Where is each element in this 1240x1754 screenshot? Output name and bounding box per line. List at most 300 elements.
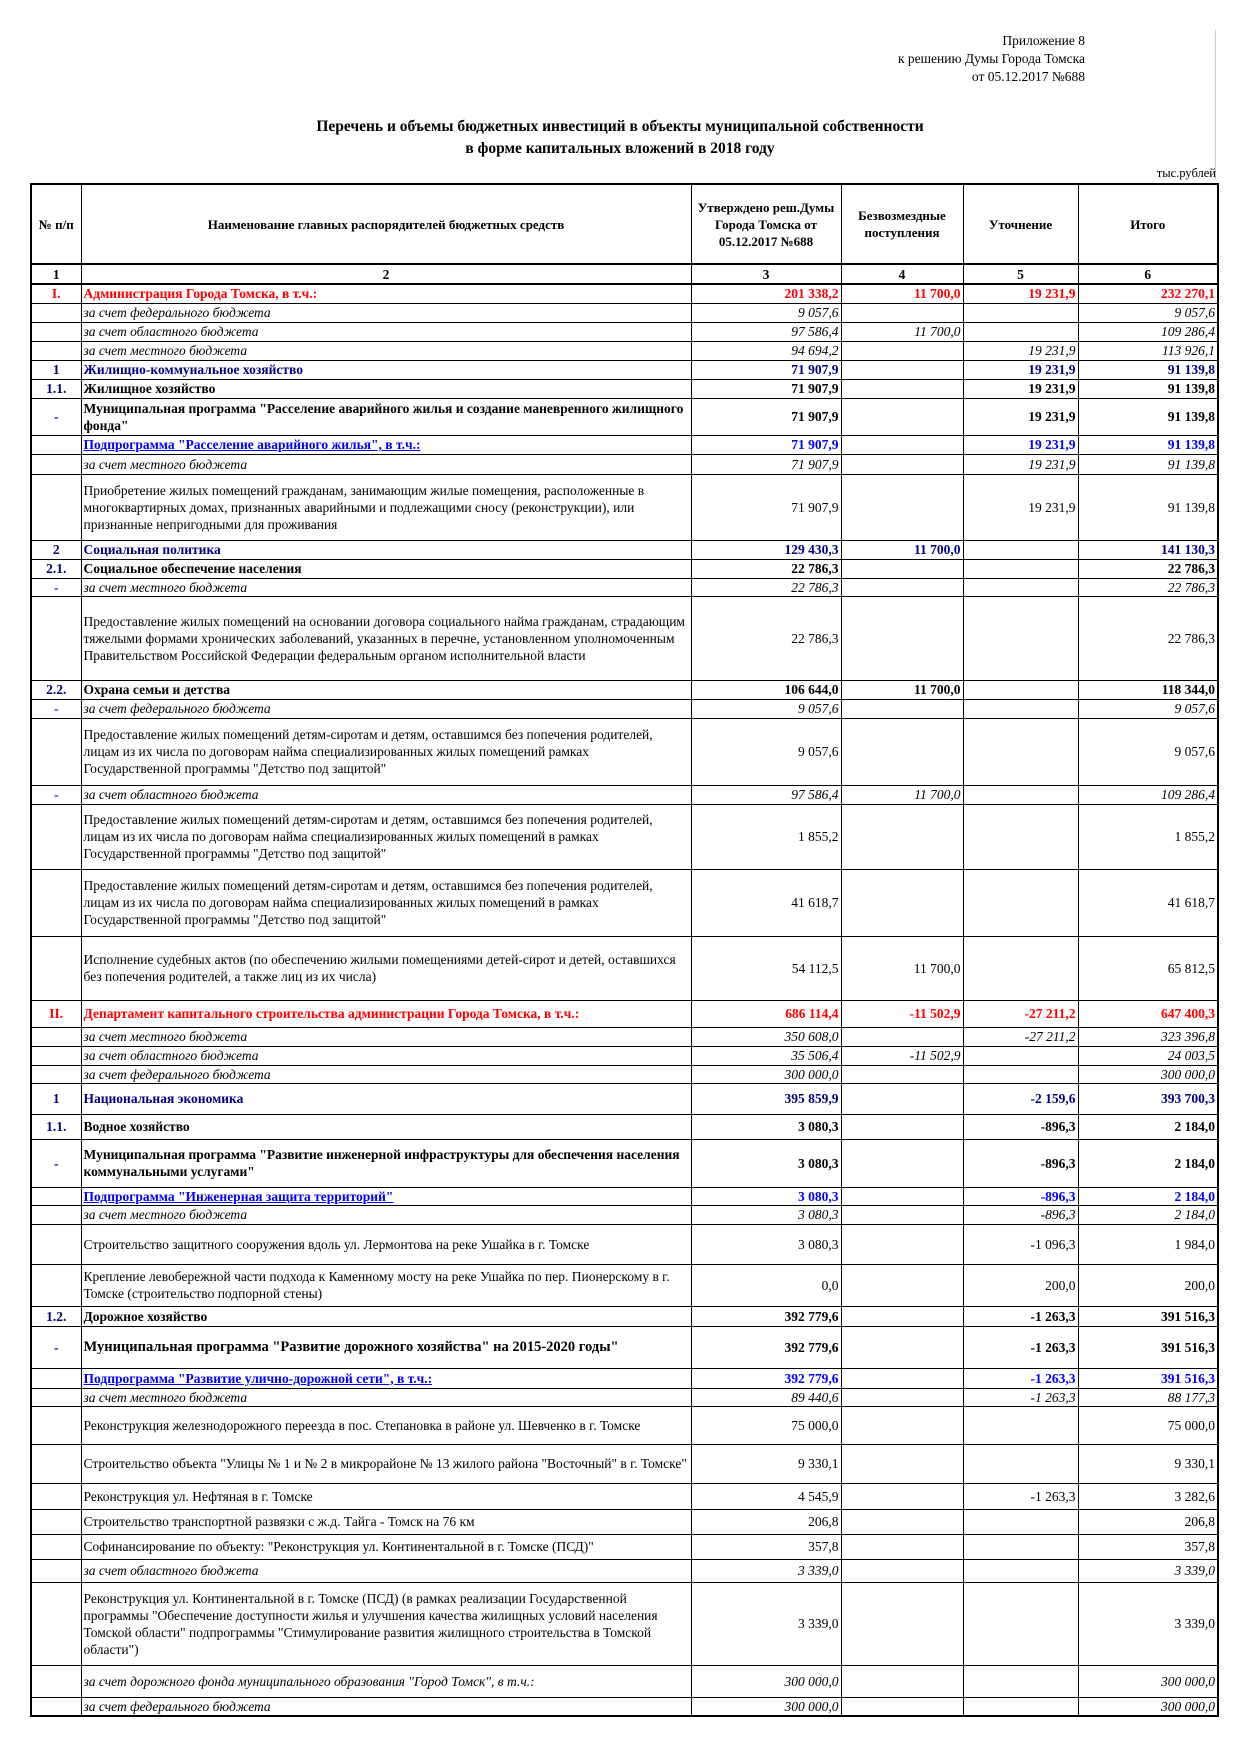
row-number [31,718,81,785]
table-row [31,1306,1218,1326]
row-grants [841,1114,963,1139]
row-approved: 54 112,5 [691,936,841,1000]
row-number [31,1534,81,1559]
row-adjustment: 200,0 [963,1264,1078,1306]
table-row [31,699,1218,718]
row-grants: 11 700,0 [841,322,963,341]
row-total: 9 057,6 [1078,303,1218,322]
row-adjustment [963,804,1078,869]
row-name: Муниципальная программа "Развитие дорожного хозяйства" на 2015-2020 годы" [81,1326,691,1368]
row-approved: 3 080,3 [691,1139,841,1187]
row-name: Исполнение судебных актов (по обеспечению жилыми помещениями детей-сирот и детей, оставшихся без попечения родителей, а также лиц из их числа) [81,936,691,1000]
row-total: 91 139,8 [1078,398,1218,435]
row-name: Водное хозяйство [81,1114,691,1139]
table-row [31,398,1218,435]
row-adjustment [963,1697,1078,1716]
row-approved: 1 855,2 [691,804,841,869]
column-number: 5 [963,264,1078,284]
row-adjustment: 19 231,9 [963,284,1078,303]
row-number [31,1388,81,1406]
table-row [31,1509,1218,1534]
row-adjustment [963,1559,1078,1582]
row-approved: 71 907,9 [691,454,841,474]
row-name: за счет местного бюджета [81,578,691,596]
row-number: - [31,699,81,718]
row-total: 391 516,3 [1078,1368,1218,1388]
row-approved: 357,8 [691,1534,841,1559]
investment-table [30,183,1219,1717]
table-row [31,1065,1218,1083]
row-approved: 71 907,9 [691,360,841,379]
row-adjustment [963,596,1078,680]
table-row [31,1665,1218,1697]
row-approved: 3 339,0 [691,1582,841,1665]
row-total: 3 282,6 [1078,1483,1218,1509]
column-number: 3 [691,264,841,284]
appendix-note [898,32,1085,86]
table-row [31,1027,1218,1046]
row-adjustment: -896,3 [963,1139,1078,1187]
row-number [31,804,81,869]
table-row [31,1582,1218,1665]
row-number: 1.2. [31,1306,81,1326]
row-grants [841,435,963,454]
row-grants: 11 700,0 [841,284,963,303]
row-number: 1 [31,1083,81,1114]
row-adjustment [963,1509,1078,1534]
row-grants [841,1406,963,1444]
row-number [31,454,81,474]
row-approved: 300 000,0 [691,1697,841,1716]
row-number [31,1065,81,1083]
row-number [31,869,81,936]
row-name: Муниципальная программа "Развитие инженерной инфраструктуры для обеспечения населения коммунальными услугами" [81,1139,691,1187]
row-number: 1.1. [31,1114,81,1139]
row-number: - [31,1326,81,1368]
row-total: 141 130,3 [1078,540,1218,559]
row-total: 24 003,5 [1078,1046,1218,1065]
row-approved: 89 440,6 [691,1388,841,1406]
table-row [31,1406,1218,1444]
row-total: 3 339,0 [1078,1559,1218,1582]
row-approved: 392 779,6 [691,1306,841,1326]
title-line: Перечень и объемы бюджетных инвестиций в объекты муниципальной собственности [316,118,924,135]
row-grants [841,559,963,578]
row-adjustment: 19 231,9 [963,341,1078,360]
row-approved: 75 000,0 [691,1406,841,1444]
row-grants [841,596,963,680]
table-row [31,435,1218,454]
row-total: 3 339,0 [1078,1582,1218,1665]
row-number [31,1205,81,1224]
row-grants [841,578,963,596]
row-grants [841,1559,963,1582]
row-approved: 9 057,6 [691,699,841,718]
row-grants [841,1582,963,1665]
row-grants [841,1388,963,1406]
row-grants [841,474,963,540]
row-name: Подпрограмма "Развитие улично-дорожной сети", в т.ч.: [81,1368,691,1388]
row-adjustment: -1 263,3 [963,1326,1078,1368]
row-total: 9 330,1 [1078,1444,1218,1483]
table-row [31,804,1218,869]
table-row [31,1368,1218,1388]
appendix-line: к решению Думы Города Томска [897,51,1085,66]
row-number [31,474,81,540]
table-row [31,1483,1218,1509]
appendix-line: от 05.12.2017 №688 [971,69,1085,84]
row-total: 300 000,0 [1078,1065,1218,1083]
row-approved: 206,8 [691,1509,841,1534]
row-name: Департамент капитального строительства администрации Города Томска, в т.ч.: [81,1000,691,1027]
row-total: 393 700,3 [1078,1083,1218,1114]
row-grants [841,398,963,435]
table-row [31,474,1218,540]
table-row [31,680,1218,699]
row-total: 1 984,0 [1078,1224,1218,1264]
row-name: за счет областного бюджета [81,1046,691,1065]
row-grants: -11 502,9 [841,1046,963,1065]
row-total: 88 177,3 [1078,1388,1218,1406]
row-number: 1.1. [31,379,81,398]
title-line: в форме капитальных вложений в 2018 году [465,140,775,157]
row-grants [841,699,963,718]
row-number: 2.1. [31,559,81,578]
table-row [31,322,1218,341]
row-number: 1 [31,360,81,379]
row-adjustment [963,785,1078,804]
row-number [31,1224,81,1264]
row-adjustment: 19 231,9 [963,379,1078,398]
row-name: за счет областного бюджета [81,785,691,804]
row-name: Муниципальная программа "Расселение аварийного жилья и создание маневренного жилищного фонда" [81,398,691,435]
row-number [31,1406,81,1444]
row-adjustment [963,680,1078,699]
header-name: Наименование главных распорядителей бюджетных средств [81,184,691,264]
column-number: 4 [841,264,963,284]
row-name: Администрация Города Томска, в т.ч.: [81,284,691,303]
row-adjustment [963,1444,1078,1483]
row-number: - [31,578,81,596]
row-number [31,435,81,454]
table-row [31,1139,1218,1187]
row-grants [841,869,963,936]
row-approved: 4 545,9 [691,1483,841,1509]
row-adjustment [963,1665,1078,1697]
document-title [0,116,1240,160]
row-adjustment [963,303,1078,322]
row-grants [841,1665,963,1697]
row-adjustment: -2 159,6 [963,1083,1078,1114]
row-grants [841,1083,963,1114]
row-grants [841,1264,963,1306]
row-name: Реконструкция ул. Континентальной в г. Томске (ПСД) (в рамках реализации Государственной программы "Обеспечение доступности жилья и улучшения качества жилищных условий населения Томской области" подпрограммы "Стимулирование развития жилищного строительства в Томской области") [81,1582,691,1665]
row-adjustment: -27 211,2 [963,1000,1078,1027]
row-adjustment: 19 231,9 [963,474,1078,540]
row-name: Крепление левобережной части подхода к Каменному мосту на реке Ушайка по пер. Пионерскому в г. Томске (строительство подпорной стены) [81,1264,691,1306]
row-adjustment [963,1065,1078,1083]
row-adjustment [963,699,1078,718]
row-name: за счет местного бюджета [81,1388,691,1406]
table-row [31,1264,1218,1306]
row-name: Социальная политика [81,540,691,559]
row-number [31,1046,81,1065]
row-name: за счет местного бюджета [81,341,691,360]
table-row [31,559,1218,578]
row-adjustment: -896,3 [963,1187,1078,1205]
row-adjustment [963,869,1078,936]
row-grants [841,1697,963,1716]
row-grants [841,1368,963,1388]
row-number [31,341,81,360]
row-grants [841,1483,963,1509]
row-total: 647 400,3 [1078,1000,1218,1027]
row-grants: 11 700,0 [841,936,963,1000]
row-name: Приобретение жилых помещений гражданам, занимающим жилые помещения, расположенные в многоквартирных домах, признанных аварийными и подлежащими сносу (реконструкции), или признанные непригодными для проживания [81,474,691,540]
row-adjustment: -1 263,3 [963,1388,1078,1406]
row-name: за счет областного бюджета [81,322,691,341]
row-approved: 71 907,9 [691,398,841,435]
table-row [31,1046,1218,1065]
row-adjustment [963,322,1078,341]
row-name: Реконструкция ул. Нефтяная в г. Томске [81,1483,691,1509]
row-number [31,1483,81,1509]
row-number [31,1665,81,1697]
row-approved: 71 907,9 [691,435,841,454]
header-adjustment: Уточнение [963,184,1078,264]
row-number [31,596,81,680]
column-number: 6 [1078,264,1218,284]
row-name: Национальная экономика [81,1083,691,1114]
row-approved: 0,0 [691,1264,841,1306]
row-total: 323 396,8 [1078,1027,1218,1046]
table-row [31,1083,1218,1114]
row-total: 391 516,3 [1078,1306,1218,1326]
row-name: за счет областного бюджета [81,1559,691,1582]
row-total: 109 286,4 [1078,322,1218,341]
row-total: 75 000,0 [1078,1406,1218,1444]
row-total: 2 184,0 [1078,1114,1218,1139]
table-row [31,379,1218,398]
table-row [31,341,1218,360]
appendix-line: Приложение 8 [1002,33,1085,48]
row-adjustment: 19 231,9 [963,360,1078,379]
row-grants [841,1205,963,1224]
row-name: за счет федерального бюджета [81,699,691,718]
table-row [31,869,1218,936]
row-approved: 300 000,0 [691,1665,841,1697]
row-name: Жилищное хозяйство [81,379,691,398]
row-name: Предоставление жилых помещений детям-сиротам и детям, оставшимся без попечения родителей, лицам из их числа по договорам найма специализированных жилых помещений в рамках Государственной программы "Детство под защитой" [81,804,691,869]
row-number [31,1368,81,1388]
row-approved: 395 859,9 [691,1083,841,1114]
table-row [31,718,1218,785]
row-grants [841,1139,963,1187]
row-approved: 97 586,4 [691,322,841,341]
row-number [31,303,81,322]
table-row [31,1388,1218,1406]
row-total: 22 786,3 [1078,596,1218,680]
table-row [31,1000,1218,1027]
row-name: за счет федерального бюджета [81,1065,691,1083]
row-approved: 22 786,3 [691,559,841,578]
row-adjustment: -27 211,2 [963,1027,1078,1046]
row-approved: 3 080,3 [691,1224,841,1264]
row-adjustment [963,718,1078,785]
row-name: за счет местного бюджета [81,1205,691,1224]
row-grants [841,1534,963,1559]
table-row [31,454,1218,474]
row-total: 2 184,0 [1078,1139,1218,1187]
row-name: Дорожное хозяйство [81,1306,691,1326]
row-name: Предоставление жилых помещений детям-сиротам и детям, оставшимся без попечения родителей, лицам из их числа по договорам найма специализированных жилых помещений в рамках Государственной программы "Детство под защитой" [81,869,691,936]
row-name: Строительство объекта "Улицы № 1 и № 2 в микрорайоне № 13 жилого района "Восточный" в г. Томске" [81,1444,691,1483]
row-total: 232 270,1 [1078,284,1218,303]
row-adjustment [963,1534,1078,1559]
row-total: 2 184,0 [1078,1187,1218,1205]
row-total: 300 000,0 [1078,1665,1218,1697]
row-approved: 686 114,4 [691,1000,841,1027]
row-approved: 129 430,3 [691,540,841,559]
row-adjustment: 19 231,9 [963,454,1078,474]
row-grants [841,1306,963,1326]
row-number: I. [31,284,81,303]
row-number [31,1264,81,1306]
table-row [31,785,1218,804]
row-total: 300 000,0 [1078,1697,1218,1716]
row-adjustment: -1 263,3 [963,1368,1078,1388]
row-grants [841,303,963,322]
row-approved: 392 779,6 [691,1368,841,1388]
header-number: № п/п [31,184,81,264]
row-total: 2 184,0 [1078,1205,1218,1224]
row-total: 200,0 [1078,1264,1218,1306]
row-grants [841,804,963,869]
row-number: - [31,785,81,804]
row-name: Подпрограмма "Расселение аварийного жилья", в т.ч.: [81,435,691,454]
row-adjustment [963,1406,1078,1444]
row-grants [841,718,963,785]
row-total: 118 344,0 [1078,680,1218,699]
row-adjustment [963,540,1078,559]
table-row [31,1114,1218,1139]
row-total: 9 057,6 [1078,718,1218,785]
row-number [31,936,81,1000]
table-row [31,936,1218,1000]
row-name: Строительство защитного сооружения вдоль ул. Лермонтова на реке Ушайка в г. Томске [81,1224,691,1264]
row-name: за счет дорожного фонда муниципального образования "Город Томск", в т.ч.: [81,1665,691,1697]
row-grants [841,379,963,398]
row-number: - [31,398,81,435]
row-name: Охрана семьи и детства [81,680,691,699]
row-approved: 300 000,0 [691,1065,841,1083]
row-total: 91 139,8 [1078,474,1218,540]
row-name: за счет местного бюджета [81,1027,691,1046]
row-adjustment [963,936,1078,1000]
row-approved: 392 779,6 [691,1326,841,1368]
row-approved: 9 057,6 [691,718,841,785]
row-grants [841,454,963,474]
row-grants [841,1187,963,1205]
row-approved: 106 644,0 [691,680,841,699]
table-row [31,1187,1218,1205]
row-name: Подпрограмма "Инженерная защита территорий" [81,1187,691,1205]
row-total: 91 139,8 [1078,435,1218,454]
row-approved: 3 080,3 [691,1187,841,1205]
table-body [31,284,1218,1716]
row-grants [841,360,963,379]
table-row [31,303,1218,322]
header-approved: Утверждено реш.Думы Города Томска от 05.12.2017 №688 [691,184,841,264]
row-number [31,1697,81,1716]
row-approved: 22 786,3 [691,596,841,680]
row-name: Социальное обеспечение населения [81,559,691,578]
row-adjustment: -1 096,3 [963,1224,1078,1264]
header-grants: Безвозмездные поступления [841,184,963,264]
row-total: 113 926,1 [1078,341,1218,360]
row-total: 206,8 [1078,1509,1218,1534]
column-number-row [31,264,1218,284]
row-number [31,1027,81,1046]
row-total: 91 139,8 [1078,379,1218,398]
units-label: тыс.рублей [1156,166,1216,180]
row-adjustment: 19 231,9 [963,435,1078,454]
row-total: 391 516,3 [1078,1326,1218,1368]
row-grants [841,1326,963,1368]
row-total: 9 057,6 [1078,699,1218,718]
row-total: 91 139,8 [1078,454,1218,474]
row-total: 357,8 [1078,1534,1218,1559]
row-grants: -11 502,9 [841,1000,963,1027]
row-total: 1 855,2 [1078,804,1218,869]
header-row [31,184,1218,264]
header-total: Итого [1078,184,1218,264]
row-approved: 350 608,0 [691,1027,841,1046]
row-grants: 11 700,0 [841,785,963,804]
row-approved: 9 057,6 [691,303,841,322]
table-row [31,1205,1218,1224]
row-name: за счет местного бюджета [81,454,691,474]
row-adjustment: 19 231,9 [963,398,1078,435]
row-approved: 3 339,0 [691,1559,841,1582]
table-row [31,1559,1218,1582]
row-name: Реконструкция железнодорожного переезда в пос. Степановка в районе ул. Шевченко в г. Томске [81,1406,691,1444]
row-adjustment: -896,3 [963,1205,1078,1224]
table-row [31,1224,1218,1264]
row-grants [841,1065,963,1083]
row-name: Предоставление жилых помещений на основании договора социального найма гражданам, страдающим тяжелыми формами хронических заболеваний, указанных в перечне, установленном уполномоченным Правительством Российской Федерации федеральным органом исполнительной власти [81,596,691,680]
row-number [31,1582,81,1665]
row-name: Софинансирование по объекту: "Реконструкция ул. Континентальной в г. Томске (ПСД)" [81,1534,691,1559]
row-approved: 71 907,9 [691,379,841,398]
row-adjustment: -1 263,3 [963,1483,1078,1509]
row-number [31,1559,81,1582]
row-name: Строительство транспортной развязки с ж.д. Тайга - Томск на 76 км [81,1509,691,1534]
row-total: 41 618,7 [1078,869,1218,936]
table-row [31,284,1218,303]
row-approved: 3 080,3 [691,1205,841,1224]
row-number: - [31,1139,81,1187]
row-approved: 71 907,9 [691,474,841,540]
row-approved: 97 586,4 [691,785,841,804]
row-grants: 11 700,0 [841,680,963,699]
row-approved: 94 694,2 [691,341,841,360]
row-number [31,1187,81,1205]
table-row [31,360,1218,379]
row-approved: 3 080,3 [691,1114,841,1139]
row-grants [841,1027,963,1046]
row-approved: 41 618,7 [691,869,841,936]
